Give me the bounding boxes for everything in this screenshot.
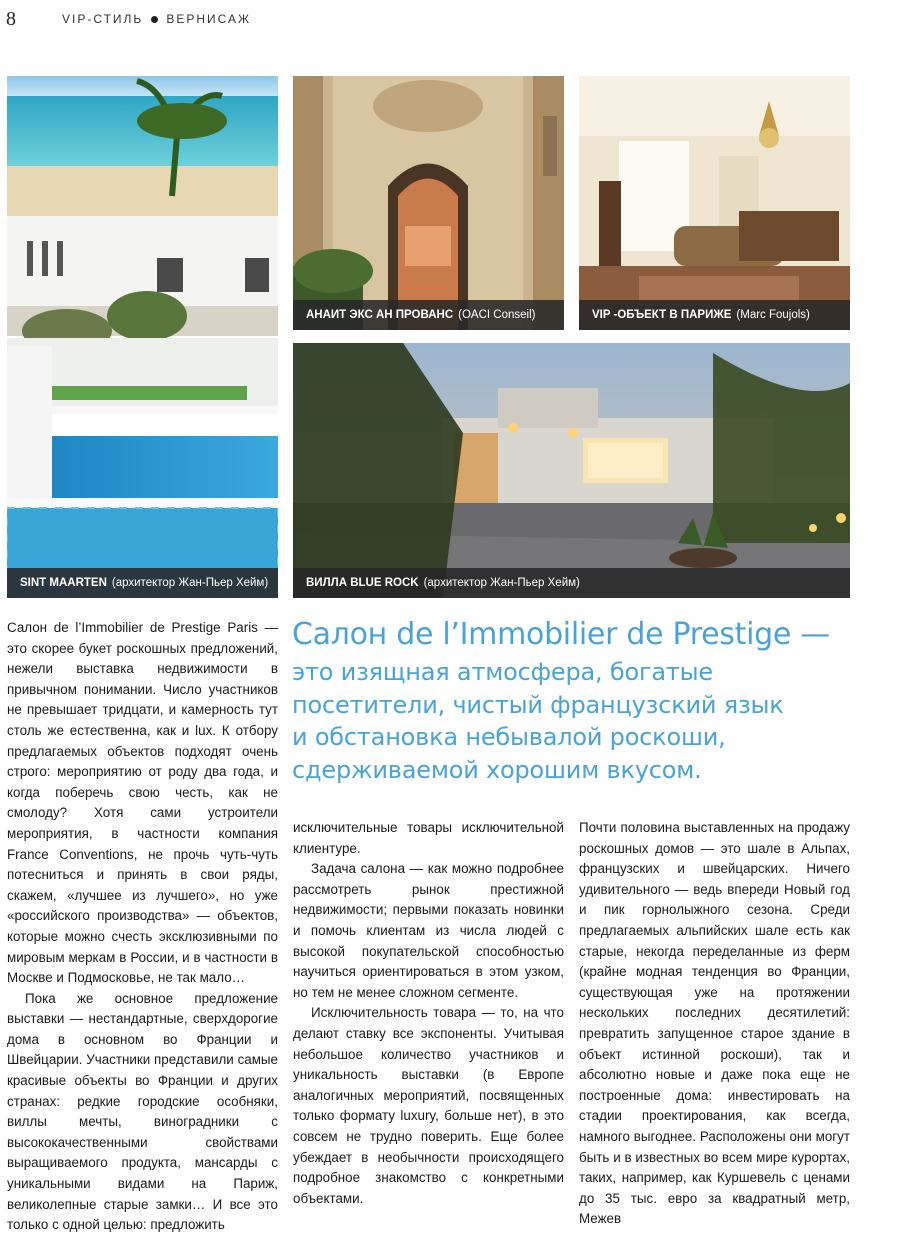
rubric-subsection: ВЕРНИСАЖ — [166, 12, 252, 26]
page-header — [6, 4, 251, 34]
rubric-section: VIP-СТИЛЬ — [62, 12, 144, 26]
caption-credit: (архитектор Жан-Пьер Хейм) — [111, 577, 269, 589]
photo-caption-paris — [579, 300, 850, 330]
bullet-dot-icon — [151, 16, 158, 23]
photo-villa-blue-rock — [293, 343, 850, 598]
paris-interior-image — [579, 76, 850, 330]
paragraph: исключительные товары исключительной клиентуре. — [293, 820, 564, 856]
photo-caption-sint-maarten — [7, 568, 278, 598]
text-column-2 — [293, 818, 564, 1209]
pull-quote-line1: Салон de l’Immobilier de Prestige — — [292, 617, 830, 652]
paragraph: Пока же основное предложение выставки — нестандартные, сверхдорогие дома в основном во Франции и Швейцарии. Участники представили самые красивые объекты во Франции и других странах: редкие городские особняки, виллы мечты, виноградники с высококачественными свойствами выращиваемого продукта, мансарды с уникальными видами на Париж, великолепные старые замки… И все это только с одной целью: предложить — [7, 990, 278, 1233]
text-column-1 — [7, 618, 278, 1236]
caption-title: SINT MAARTEN — [20, 577, 107, 589]
page-number: 8 — [6, 7, 16, 30]
caption-title: АНАИТ ЭКС АН ПРОВАНС — [306, 309, 454, 321]
photo-sint-maarten — [7, 76, 278, 598]
paragraph: Исключительность товара — то, на что делают ставку все экспоненты. Учитывая небольшое количество участников и уникальность выставки (в Европе аналогичных мероприятий, посвященных только формату luxury, больше нет), в это совсем не трудно поверить. Еще более убеждает в необычности происходящего подробное знакомство с конкретными объектами. — [293, 1005, 564, 1206]
photo-paris-object — [579, 76, 850, 330]
pull-quote-line5: сдерживаемой хорошим вкусом. — [292, 755, 702, 784]
pull-quote-line4: и обстановка небывалой роскоши, — [292, 723, 726, 751]
caption-title: VIP -ОБЪЕКТ В ПАРИЖЕ — [592, 309, 732, 321]
pull-quote-line2: это изящная атмосфера, богатые — [292, 658, 713, 686]
caption-credit: (Marc Foujols) — [736, 309, 810, 321]
caption-title: ВИЛЛА BLUE ROCK — [306, 577, 419, 589]
rubric — [62, 12, 251, 26]
photo-caption-aix — [293, 300, 564, 330]
sint-maarten-image — [7, 76, 278, 598]
pull-quote-line3: посетители, чистый французский язык — [292, 690, 784, 719]
caption-credit: (OACI Conseil) — [458, 309, 536, 321]
villa-blue-rock-image — [293, 343, 850, 598]
paragraph: Салон de l’Immobilier de Prestige Paris — это скорее букет роскошных предложений, нежели выставка недвижимости в привычном понимании. Число участников не превышает тридцати, и камерность тут столь же естественна, как и lux. К отбору предлагаемых объектов подходят очень строго: мероприятию от роду два года, и когда поберечь свою честь, как не смолоду? Хотя сами устроители мероприятия, в частности компания France Conventions, не прочь чуть-чуть потесниться и принять в свои ряды, скажем, «лучшее из лучшего», но уже «российского производства» — объектов, которые можно счесть эксклюзивными по мировым меркам в России, и в частности в Москве и Подмосковье, не так мало… — [7, 620, 278, 986]
paragraph: Почти половина выставленных на продажу роскошных домов — это шале в Альпах, французских и швейцарских. Ничего удивительного — ведь впереди Новый год и пик горнолыжного сезона. Среди предлагаемых альпийских шале есть как старые, некогда переделанные из ферм (крайне модная тенденция во Франции, существующая уже на протяжении нескольких последних десятилетий: превратить запущенное старое здание в объект истинной роскоши), так и абсолютно новые и даже пока еще не построенные дома: инвестировать на стадии проектирования, как всегда, намного выгоднее. Расположены они могут быть и в известных во всем мире курортах, таких, например, как Куршевель с ценами до 35 тыс. евро за квадратный метр, Межев — [579, 820, 850, 1227]
caption-credit: (архитектор Жан-Пьер Хейм) — [423, 577, 580, 589]
photo-aix-en-provence — [293, 76, 564, 330]
text-column-3 — [579, 818, 850, 1230]
photo-caption-villa — [293, 568, 850, 598]
pull-quote — [292, 614, 862, 786]
aix-en-provence-image — [293, 76, 564, 330]
paragraph: Задача салона — как можно подробнее рассмотреть рынок престижной недвижимости; первыми показать новинки и помочь клиентам из числа людей с высокой покупательской способностью научиться ориентироваться в этом узком, но тем не менее сложном сегменте. — [293, 861, 564, 1000]
